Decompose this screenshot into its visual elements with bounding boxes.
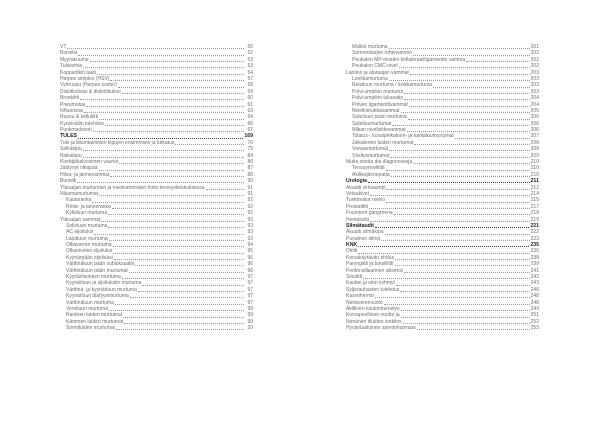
- toc-page-number: 209: [530, 152, 539, 159]
- toc-page-number: 211: [530, 178, 539, 185]
- toc-entry-title: Värttinäluun pään subluksaatio: [66, 261, 135, 268]
- toc-page-number: 222: [530, 229, 539, 236]
- toc-page-number: 97: [247, 280, 253, 287]
- toc-dot-leader: [116, 329, 244, 330]
- toc-dot-leader: [407, 131, 530, 132]
- toc-entry-title: Influenssa: [60, 107, 83, 114]
- toc-dot-leader: [77, 182, 244, 183]
- toc-dot-leader: [404, 272, 530, 273]
- toc-dot-leader: [413, 55, 530, 56]
- toc-page-number: 204: [530, 101, 539, 108]
- toc-dot-leader: [105, 125, 244, 126]
- toc-entry-title: Nivelkierukkavammat: [352, 107, 400, 114]
- toc-entry-title: Paryngiitti ja tonsilliitti: [346, 261, 394, 268]
- toc-entry-title: Diskitkulosis & diskriitkulosi: [60, 88, 121, 95]
- toc-page-number: 53: [247, 56, 253, 63]
- toc-entry-title: Sormiluiden murtumat: [66, 325, 115, 332]
- toc-page-number: 252: [530, 318, 539, 325]
- toc-dot-leader: [83, 150, 244, 151]
- toc-entry-title: Herpes simplex (HSV): [60, 75, 110, 82]
- toc-page-number: 238: [530, 254, 539, 261]
- toc-dot-leader: [466, 61, 530, 62]
- toc-entry-title: Kaularanka: [66, 197, 92, 204]
- toc-page-number: 58: [247, 82, 253, 89]
- toc-page-number: 53: [247, 63, 253, 70]
- toc-dot-leader: [399, 67, 530, 68]
- toc-entry-title: Rinta- ja lanneranka: [66, 203, 111, 210]
- toc-dot-leader: [394, 214, 530, 215]
- toc-page-number: 96: [247, 267, 253, 274]
- toc-dot-leader: [401, 112, 530, 113]
- toc-entry-title: Yläraajan murtumien ja nivelvammojen hoito terveyskeskuksessa: [60, 184, 205, 191]
- toc-entry-title: Punainen silmä: [346, 235, 381, 242]
- toc-entry-title: Tunkimatut nivelo: [346, 197, 385, 204]
- toc-entry-title: Peukalon MP-nivelen kollateraaliligamentin vamma: [352, 56, 466, 63]
- toc-page-number: 50: [247, 43, 253, 50]
- toc-dot-leader: [401, 317, 530, 318]
- toc-page-number: 246: [530, 286, 539, 293]
- toc-entry-title: Otiitti: [346, 248, 358, 255]
- toc-page-number: 96: [247, 261, 253, 268]
- toc-page-number: 202: [530, 50, 539, 57]
- toc-dot-leader: [135, 265, 244, 266]
- toc-page-number: 91: [247, 190, 253, 197]
- toc-page-number: 93: [247, 235, 253, 242]
- toc-page-number: 202: [530, 63, 539, 70]
- toc-dot-leader: [99, 170, 244, 171]
- toc-entry-title: Kylkiluun murtuma: [66, 210, 108, 217]
- toc-dot-leader: [94, 234, 244, 235]
- toc-page-number: 92: [247, 197, 253, 204]
- toc-entry: [60, 325, 253, 331]
- toc-page-number: 79: [247, 146, 253, 153]
- toc-entry-title: Muita oireita dia diagnoosseja: [346, 159, 413, 166]
- toc-dot-leader: [206, 189, 244, 190]
- toc-page-number: 52: [247, 50, 253, 57]
- toc-dot-leader: [375, 227, 529, 228]
- toc-dot-leader: [381, 240, 529, 241]
- toc-page-number: 57: [247, 75, 253, 82]
- toc-page-number: 206: [530, 127, 539, 134]
- toc-right-column: [346, 44, 539, 332]
- toc-dot-leader: [109, 240, 244, 241]
- toc-page-number: 212: [530, 184, 539, 191]
- toc-page-number: 239: [530, 261, 539, 268]
- toc-dot-leader: [396, 285, 530, 286]
- toc-entry-title: Polvi-umpilon luksaatio: [352, 95, 404, 102]
- toc-dot-leader: [67, 48, 244, 49]
- toc-entry-title: Prostatiitti: [346, 203, 368, 210]
- toc-entry-title: Tularemia: [60, 63, 83, 70]
- toc-dot-leader: [390, 157, 529, 158]
- toc-entry-title: Nikamamurtumat: [60, 190, 99, 197]
- toc-page-number: 210: [530, 171, 539, 178]
- toc-dot-leader: [403, 323, 530, 324]
- toc-entry-title: Kyynärlisokken murtuma: [66, 274, 121, 281]
- toc-dot-leader: [109, 310, 244, 311]
- toc-entry-title: Kaulan ja uion kyhmyt: [346, 280, 395, 287]
- toc-page-number: 241: [530, 267, 539, 274]
- toc-page-number: 99: [247, 312, 253, 319]
- toc-entry-title: Bursiitti: [60, 178, 77, 185]
- toc-dot-leader: [78, 138, 243, 139]
- toc-page-number: 95: [247, 248, 253, 255]
- toc-dot-leader: [124, 323, 244, 324]
- toc-entry-title: Korvapeellinen nuotto ja: [346, 312, 400, 319]
- toc-dot-leader: [175, 144, 244, 145]
- toc-entry-title: Peukalon CMC-nivel: [352, 63, 398, 70]
- toc-dot-leader: [384, 304, 530, 305]
- toc-page-number: 90: [247, 178, 253, 185]
- toc-entry-title: Nenänen tiluiden ionkilos: [346, 318, 402, 325]
- toc-dot-leader: [122, 93, 244, 94]
- toc-entry-title: Selkäkipu: [60, 146, 82, 153]
- toc-dot-leader: [389, 150, 529, 151]
- toc-entry-title: Kämmen luiden murtumat: [66, 318, 124, 325]
- toc-dot-leader: [108, 214, 244, 215]
- toc-entry-title: KNK: [346, 242, 358, 249]
- toc-dot-leader: [363, 278, 530, 279]
- toc-dot-leader: [391, 176, 530, 177]
- toc-entry-title: Lapaluun murtuma: [66, 235, 108, 242]
- toc-page-number: 248: [530, 293, 539, 300]
- toc-dot-leader: [401, 310, 530, 311]
- toc-entry-title: Tolatus-, kuosipeikaloon- ja kantaluumurtumat: [352, 133, 454, 140]
- toc-page-number: 70: [247, 139, 253, 146]
- toc-page-number: 84: [247, 152, 253, 159]
- toc-page-number: 86: [247, 159, 253, 166]
- toc-dot-leader: [86, 106, 244, 107]
- toc-page-number: 97: [247, 299, 253, 306]
- toc-entry-title: Kasvohermo: [346, 293, 375, 300]
- toc-entry-title: Hematuria: [346, 216, 370, 223]
- toc-dot-leader: [92, 202, 244, 203]
- toc-entry-title: Niskakipu: [60, 152, 82, 159]
- toc-page-number: 203: [530, 69, 539, 76]
- toc-page-number: 61: [247, 101, 253, 108]
- toc-page-number: 97: [247, 286, 253, 293]
- toc-dot-leader: [389, 80, 530, 81]
- toc-dot-leader: [395, 259, 530, 260]
- toc-entry-title: Kyynärluun diafyysimurtuma: [66, 293, 129, 300]
- toc-page-number: 99: [247, 318, 253, 325]
- toc-entry-title: TULES: [60, 133, 78, 140]
- toc-dot-leader: [142, 285, 244, 286]
- toc-dot-leader: [108, 227, 244, 228]
- toc-page-number: 96: [247, 254, 253, 261]
- toc-entry-title: Akuutti silmäkipu: [346, 229, 384, 236]
- toc-entry-title: Kiertäjäkalvosimen vauriot: [60, 159, 119, 166]
- toc-page-number: 204: [530, 95, 539, 102]
- toc-entry-title: Sinuiitti: [346, 274, 363, 281]
- toc-page-number: 93: [247, 222, 253, 229]
- toc-dot-leader: [386, 189, 529, 190]
- toc-dot-leader: [369, 208, 530, 209]
- toc-dot-leader: [99, 195, 244, 196]
- toc-page-number: 206: [530, 120, 539, 127]
- toc-dot-leader: [113, 253, 244, 254]
- toc-page-number: 210: [530, 165, 539, 172]
- toc-page-number: 88: [247, 171, 253, 178]
- toc-page-number: 223: [530, 235, 539, 242]
- toc-dot-leader: [101, 221, 244, 222]
- toc-dot-leader: [118, 87, 244, 88]
- toc-entry-title: Tuki-ja liikuntaelinten kipujen ensimmisöi ja tutkatus: [60, 139, 175, 146]
- toc-dot-leader: [414, 144, 529, 145]
- toc-entry: [346, 325, 539, 331]
- toc-left-column: [60, 44, 253, 332]
- toc-entry-title: Lantion ja alaraajan vammat: [346, 69, 409, 76]
- toc-page-number: 219: [530, 216, 539, 223]
- toc-page-number: 93: [247, 216, 253, 223]
- toc-dot-leader: [84, 112, 244, 113]
- toc-page-number: 201: [530, 43, 539, 50]
- toc-dot-leader: [455, 138, 530, 139]
- toc-dot-leader: [392, 125, 529, 126]
- toc-dot-leader: [413, 163, 530, 164]
- toc-dot-leader: [97, 74, 244, 75]
- toc-page-number: 208: [530, 139, 539, 146]
- toc-page-number: 206: [530, 114, 539, 121]
- toc-entry-title: Ruusu & selluliitti: [60, 114, 99, 121]
- toc-dot-leader: [119, 163, 244, 164]
- toc-entry-title: Sääriluun pään murtuma: [352, 114, 407, 121]
- toc-dot-leader: [368, 182, 530, 183]
- toc-dot-leader: [112, 208, 244, 209]
- toc-entry-title: Ranteen luiden murtumat: [66, 312, 123, 319]
- toc-entry-title: Solisluun murtuma: [66, 222, 108, 229]
- toc-entry-title: Syljerauhasten tulehdus: [346, 286, 400, 293]
- toc-page-number: 66: [247, 120, 253, 127]
- toc-entry-title: Nenäverenvuoto: [346, 299, 383, 306]
- toc-entry-title: Värttinäluun murtuma: [66, 299, 114, 306]
- toc-dot-leader: [110, 80, 244, 81]
- toc-entry-title: Hyvänlaatuinen asentohuimaus: [346, 325, 416, 332]
- toc-dot-leader: [80, 99, 244, 100]
- toc-dot-leader: [122, 278, 244, 279]
- toc-entry-title: Varvasmurtumat: [352, 146, 389, 153]
- toc-entry-title: Urologia: [346, 178, 368, 185]
- toc-entry-title: Korvakäytävän ehdus: [346, 254, 395, 261]
- toc-page-number: 203: [530, 75, 539, 82]
- toc-page-number: 208: [530, 146, 539, 153]
- toc-dot-leader: [83, 67, 244, 68]
- toc-page-number: 93: [247, 229, 253, 236]
- toc-page-number: 217: [530, 203, 539, 210]
- toc-entry-title: Kyynärpään sijoiluksi: [66, 254, 113, 261]
- toc-page-number: 214: [530, 190, 539, 197]
- toc-dot-leader: [395, 265, 530, 266]
- toc-page-number: 251: [530, 312, 539, 319]
- toc-page-number: 235: [530, 242, 539, 249]
- toc-dot-leader: [113, 246, 244, 247]
- toc-page-number: 64: [247, 114, 253, 121]
- toc-page-number: 207: [530, 133, 539, 140]
- toc-dot-leader: [409, 106, 530, 107]
- toc-entry-title: VT: [60, 43, 67, 50]
- toc-entry-title: Äkillinen kuulonmenetys: [346, 306, 400, 312]
- toc-dot-leader: [99, 119, 244, 120]
- toc-dot-leader: [410, 74, 530, 75]
- toc-entry-title: Akillesjännepatia: [352, 171, 390, 178]
- toc-dot-leader: [417, 329, 530, 330]
- toc-dot-leader: [408, 119, 530, 120]
- toc-dot-leader: [90, 61, 244, 62]
- toc-entry-title: Tenosynovitiitti: [352, 165, 385, 172]
- toc-entry-title: Fourniern gangreena: [346, 210, 393, 217]
- toc-entry-title: AC-sijoiluksi: [66, 229, 94, 236]
- toc-dot-leader: [110, 176, 244, 177]
- toc-entry-title: Kopparitkin tauti: [60, 69, 96, 76]
- toc-entry-title: Myyräkuume: [60, 56, 89, 63]
- toc-page-number: 218: [530, 210, 539, 217]
- toc-page-number: 59: [247, 88, 253, 95]
- toc-entry-title: Reisiluun murtuma / lonkkamurtuma: [352, 82, 433, 89]
- toc-dot-leader: [404, 99, 530, 100]
- toc-dot-leader: [386, 170, 530, 171]
- toc-entry-title: Hiiva- ja jännevammat: [60, 171, 110, 178]
- toc-dot-leader: [123, 317, 244, 318]
- toc-entry-title: Jalkaterien luiden murtumat: [352, 139, 414, 146]
- toc-entry-title: Yläraajan vammat: [60, 216, 101, 223]
- toc-page-number: 92: [247, 203, 253, 210]
- toc-entry-title: Virtsakivet: [346, 190, 369, 197]
- toc-dot-leader: [83, 157, 244, 158]
- toc-page-number: 92: [247, 210, 253, 217]
- toc-entry-title: Nilkan nivelsiidevammat: [352, 127, 406, 134]
- toc-dot-leader: [404, 93, 530, 94]
- toc-entry-title: Kyynärluun ja sijoiluksiin murtuma: [66, 280, 142, 287]
- toc-dot-leader: [114, 259, 244, 260]
- toc-page-number: 91: [247, 184, 253, 191]
- toc-page-number: 99: [247, 306, 253, 312]
- toc-page-number: 205: [530, 107, 539, 114]
- toc-entry-title: Vyöruusu (Herpes zoster): [60, 82, 117, 89]
- toc-page-number: 221: [530, 222, 539, 229]
- toc-entry-title: Lonkkamurtuma: [352, 75, 388, 82]
- toc-dot-leader: [400, 291, 529, 292]
- toc-entry-title: Olkanivelen sijoiluksi: [66, 248, 113, 255]
- toc-dot-leader: [370, 195, 530, 196]
- toc-dot-leader: [375, 297, 530, 298]
- toc-entry-title: Väsitysmurtumat: [352, 152, 390, 159]
- toc-page-number: 203: [530, 82, 539, 89]
- toc-entry-title: Polven ligamenttivammat: [352, 101, 408, 108]
- toc-dot-leader: [358, 253, 529, 254]
- toc-entry-title: Jäätynyt olkapää: [60, 165, 98, 172]
- toc-entry-title: Sääriluumurtumat: [352, 120, 392, 127]
- toc-entry-title: Polvi-umpilon murtuma: [352, 88, 404, 95]
- toc-page-number: 210: [530, 159, 539, 166]
- toc-entry-title: Malleti murtuma: [352, 43, 388, 50]
- toc-page-number: 87: [247, 165, 253, 172]
- toc-dot-leader: [138, 291, 244, 292]
- toc-page-number: 249: [530, 306, 539, 312]
- toc-page-number: 236: [530, 248, 539, 255]
- toc-entry-title: Borrelia: [60, 50, 78, 57]
- toc-entry-title: Värttinäluun pään murtumat: [66, 267, 128, 274]
- toc-entry-title: Punkmadosoti: [60, 127, 92, 134]
- toc-dot-leader: [385, 234, 530, 235]
- toc-page-number: 253: [530, 325, 539, 332]
- toc-page-number: 20: [247, 325, 253, 332]
- toc-dot-leader: [386, 202, 530, 203]
- toc-entry-title: Bronkiitti: [60, 95, 80, 102]
- toc-page-number: 67: [247, 127, 253, 134]
- toc-page-number: 54: [247, 69, 253, 76]
- toc-entry-title: Veneluun murtuma: [66, 306, 108, 312]
- toc-dot-leader: [130, 297, 244, 298]
- toc-dot-leader: [433, 87, 530, 88]
- toc-dot-leader: [78, 55, 244, 56]
- toc-dot-leader: [129, 272, 244, 273]
- toc-page-number: 215: [530, 197, 539, 204]
- toc-page-number: 94: [247, 242, 253, 249]
- toc-page-number: 203: [530, 88, 539, 95]
- toc-entry-title: Akuutti virtsaumpi: [346, 184, 386, 191]
- toc-page-number: 243: [530, 280, 539, 287]
- toc-entry-title: Värttinä- ja kyynärluun murtuma: [66, 286, 137, 293]
- toc-page-number: 169: [244, 133, 253, 140]
- toc-entry-title: Silmätaudit: [346, 222, 374, 229]
- toc-entry-title: Sormenkärjen ruhjevammo: [352, 50, 413, 57]
- toc-dot-leader: [93, 131, 244, 132]
- toc-page-number: 97: [247, 293, 253, 300]
- toc-entry-title: Peritonsillaarinen abseesi: [346, 267, 403, 274]
- toc-entry-title: Pneumonia: [60, 101, 86, 108]
- toc-page-number: 60: [247, 95, 253, 102]
- toc-page-number: 248: [530, 299, 539, 306]
- toc-entry-title: Olkavarren murtuma: [66, 242, 112, 249]
- toc-dot-leader: [389, 48, 530, 49]
- toc-page-number: 97: [247, 274, 253, 281]
- toc-page-number: 202: [530, 56, 539, 63]
- toc-page-number: 63: [247, 107, 253, 114]
- toc-page-number: 242: [530, 274, 539, 281]
- toc-dot-leader: [115, 304, 244, 305]
- toc-dot-leader: [370, 221, 530, 222]
- toc-dot-leader: [358, 246, 529, 247]
- toc-entry-title: Kynsivallin tulehdus: [60, 120, 104, 127]
